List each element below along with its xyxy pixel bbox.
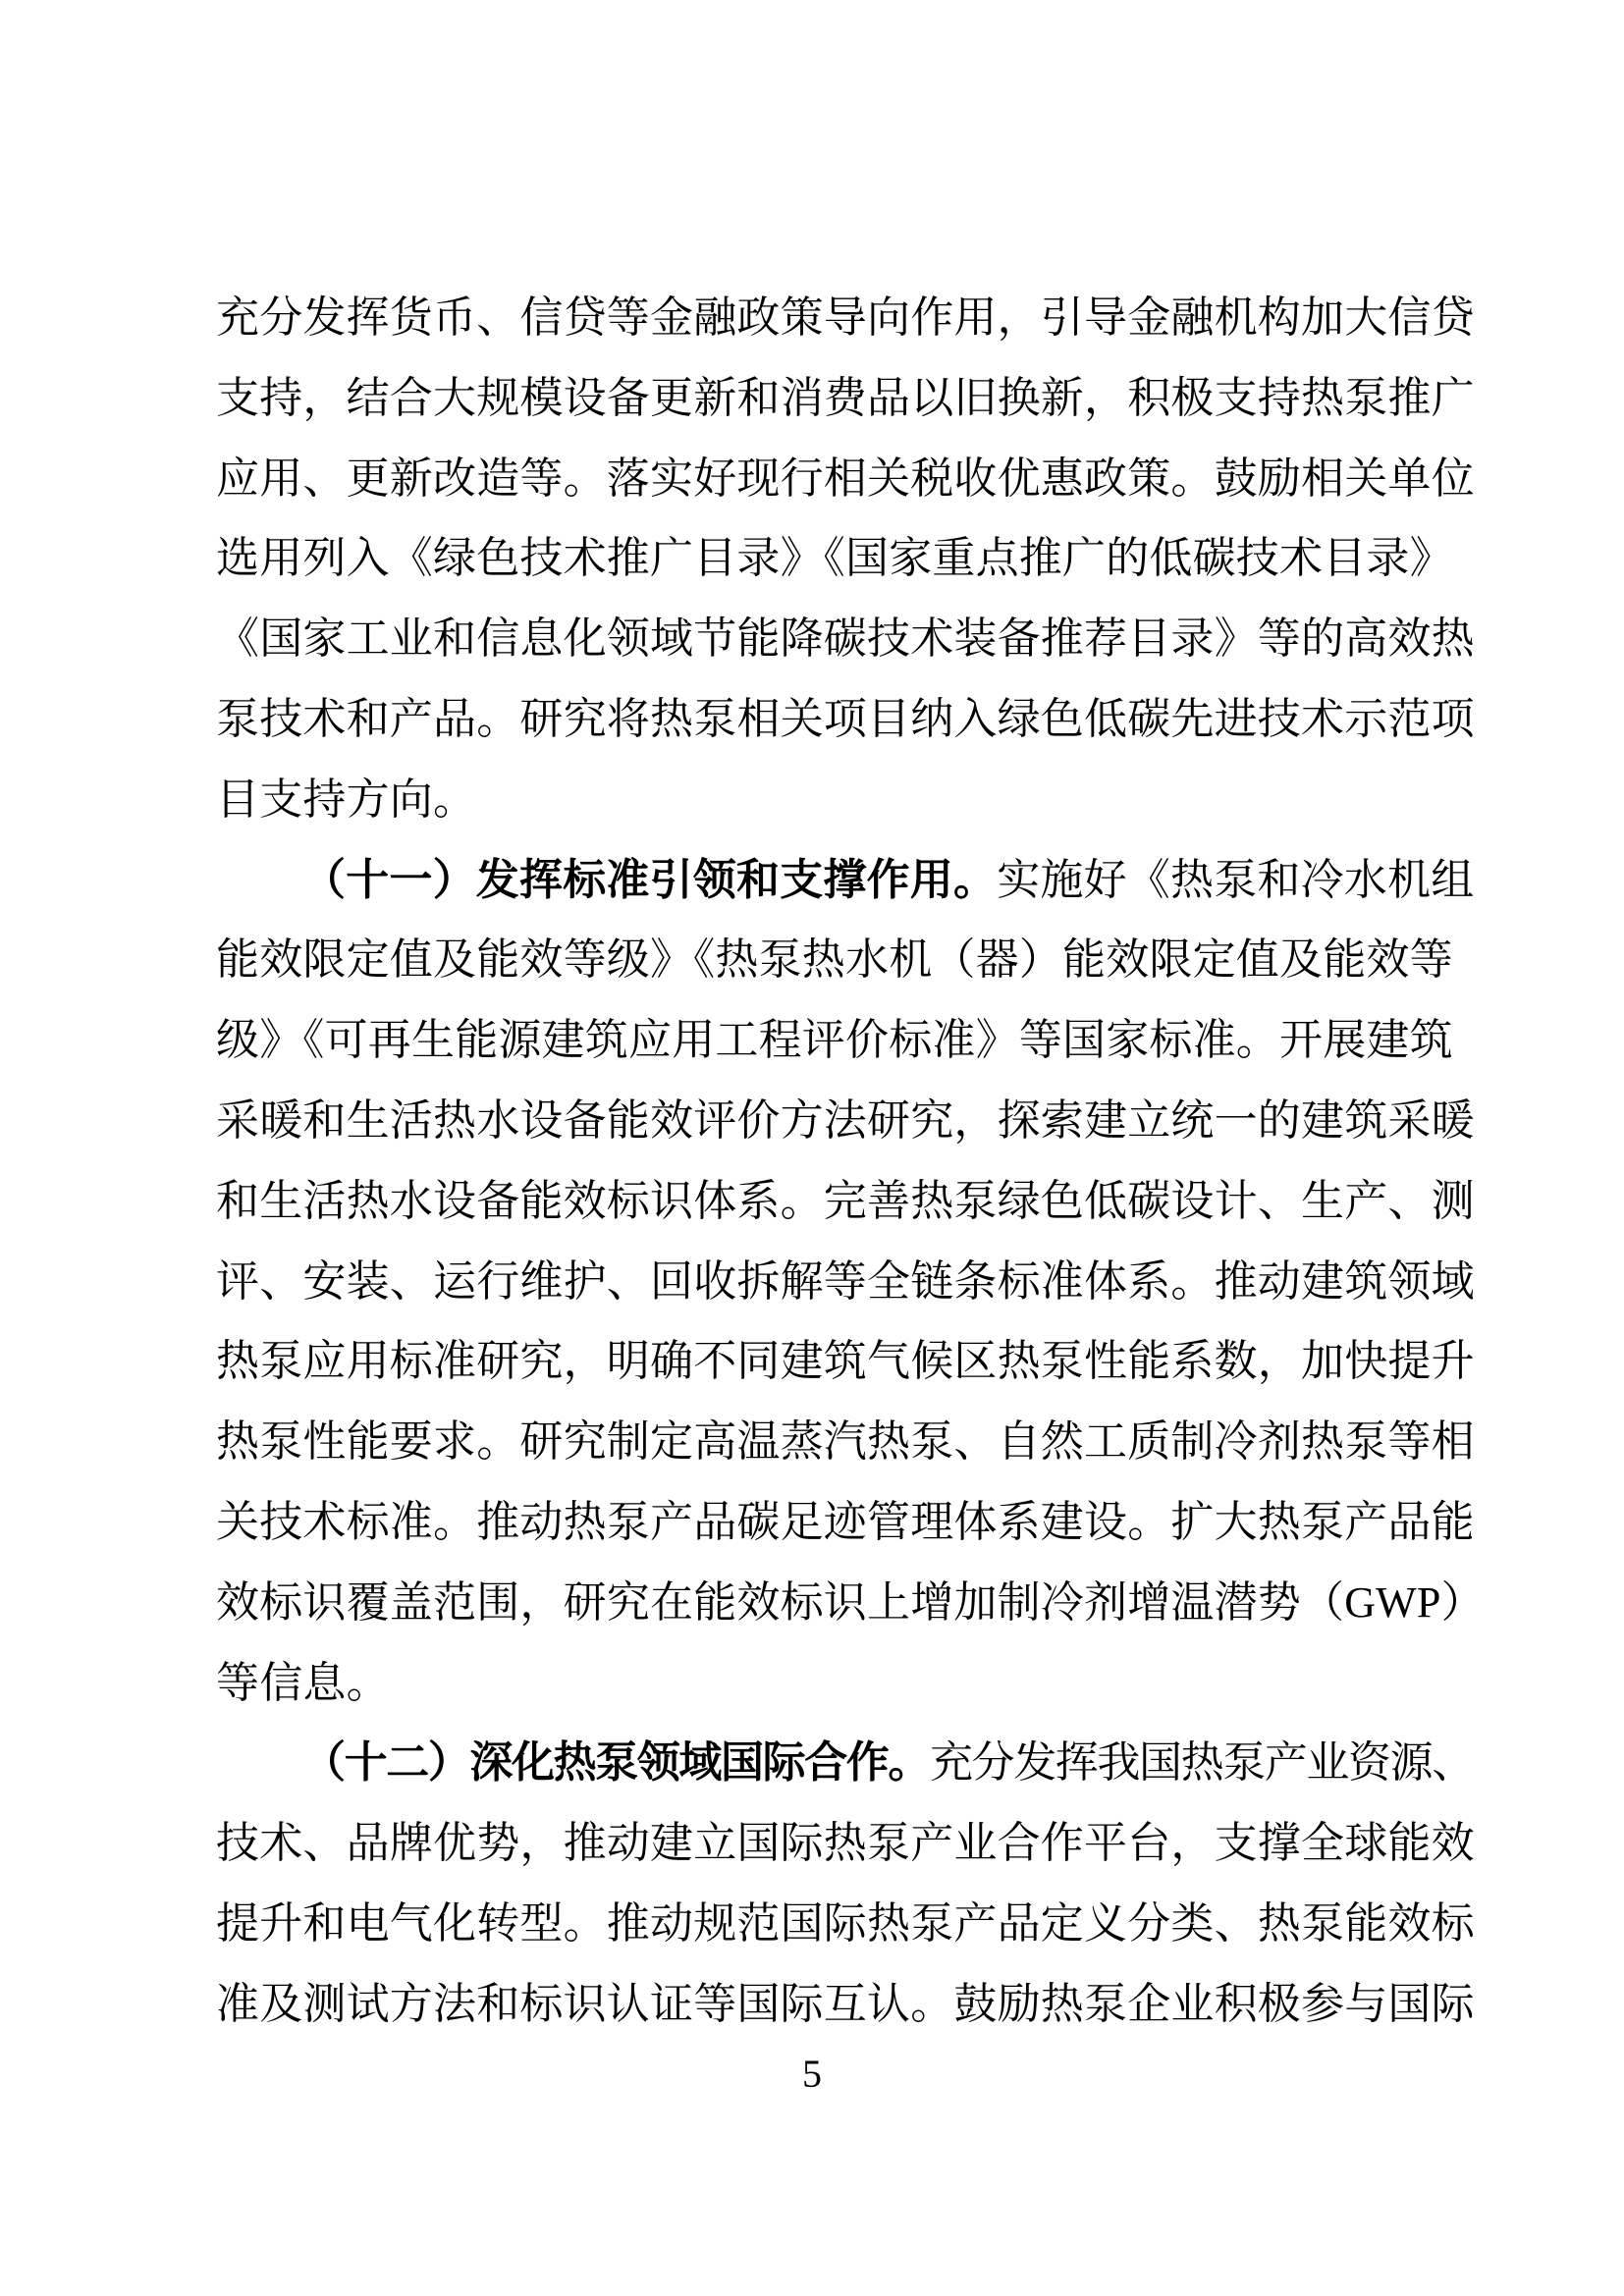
line-text: 级》《可再生能源建筑应用工程评价标准》等国家标准。开展建筑 (216, 1016, 1453, 1065)
text-line (216, 278, 1479, 358)
page-number: 5 (802, 2052, 822, 2096)
section-heading-11: （十一）发挥标准引领和支撑作用。 (302, 855, 998, 904)
text-line (216, 1964, 1479, 2045)
text-line (216, 760, 1479, 840)
text-line (216, 358, 1479, 439)
text-line (216, 1161, 1479, 1242)
line-text: 热泵应用标准研究，明确不同建筑气候区热泵性能系数，加快提升 (216, 1337, 1475, 1386)
line-text: 应用、更新改造等。落实好现行相关税收优惠政策。鼓励相关单位 (216, 454, 1475, 503)
line-text: 实施好《热泵和冷水机组 (997, 855, 1475, 904)
text-line (216, 1242, 1479, 1322)
line-text: 能效限定值及能效等级》《热泵热水机（器）能效限定值及能效等 (216, 935, 1453, 985)
line-text: 准及测试方法和标识认证等国际互认。鼓励热泵企业积极参与国际 (216, 1979, 1475, 2028)
line-text: 《国家工业和信息化领域节能降碳技术装备推荐目录》等的高效热 (216, 614, 1475, 664)
line-text: 提升和电气化转型。推动规范国际热泵产品定义分类、热泵能效标 (216, 1898, 1475, 1948)
line-text: 效标识覆盖范围，研究在能效标识上增加制冷剂增温潜势（GWP） (216, 1577, 1485, 1627)
section-heading-12: （十二）深化热泵领域国际合作。 (302, 1738, 930, 1788)
text-line (216, 679, 1479, 760)
line-text: 充分发挥货币、信贷等金融政策导向作用，引导金融机构加大信贷 (216, 294, 1475, 342)
text-line-section-11 (216, 840, 1479, 921)
text-line (216, 1803, 1479, 1884)
text-line (216, 518, 1479, 599)
text-line (216, 599, 1479, 679)
line-text: 充分发挥我国热泵产业资源、 (930, 1738, 1474, 1788)
line-text: 和生活热水设备能效标识体系。完善热泵绿色低碳设计、生产、测 (216, 1176, 1475, 1225)
text-line (216, 1482, 1479, 1563)
text-line (216, 920, 1479, 1000)
line-text: 评、安装、运行维护、回收拆解等全链条标准体系。推动建筑领域 (216, 1256, 1475, 1306)
text-line (216, 1081, 1479, 1161)
text-line-section-12 (216, 1723, 1479, 1803)
document-body (216, 278, 1485, 2045)
text-line (216, 1884, 1479, 1964)
text-line (216, 1402, 1479, 1482)
text-line (216, 439, 1479, 519)
line-text: 技术、品牌优势，推动建立国际热泵产业合作平台，支撑全球能效 (216, 1819, 1475, 1868)
text-line (216, 1321, 1479, 1402)
line-text: 支持，结合大规模设备更新和消费品以旧换新，积极支持热泵推广 (216, 373, 1475, 422)
line-text: 选用列入《绿色技术推广目录》《国家重点推广的低碳技术目录》 (216, 534, 1453, 583)
line-text: 目支持方向。 (216, 774, 477, 824)
line-text: 泵技术和产品。研究将热泵相关项目纳入绿色低碳先进技术示范项 (216, 694, 1475, 743)
line-text: 关技术标准。推动热泵产品碳足迹管理体系建设。扩大热泵产品能 (216, 1497, 1475, 1546)
text-line (216, 1000, 1479, 1081)
line-text: 采暖和生活热水设备能效评价方法研究，探索建立统一的建筑采暖 (216, 1095, 1475, 1145)
line-text: 热泵性能要求。研究制定高温蒸汽热泵、自然工质制冷剂热泵等相 (216, 1417, 1475, 1467)
text-line (216, 1563, 1485, 1643)
line-text: 等信息。 (216, 1658, 390, 1707)
text-line (216, 1643, 1479, 1724)
